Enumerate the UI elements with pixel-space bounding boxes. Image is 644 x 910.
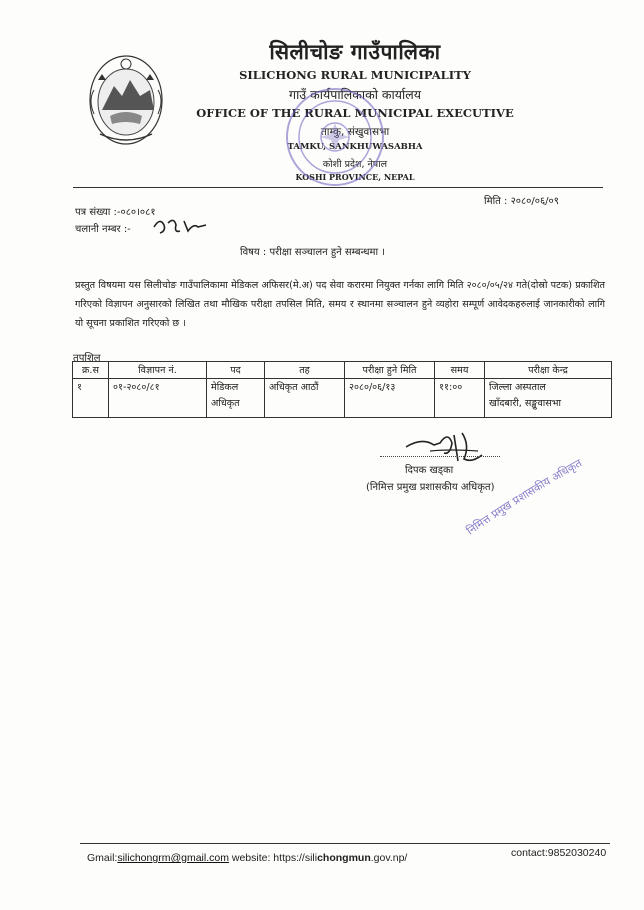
- header-divider: [73, 187, 603, 188]
- email-link[interactable]: silichongrm@gmail.com: [117, 852, 229, 864]
- office-name-english: OFFICE OF THE RURAL MUNICIPAL EXECUTIVE: [196, 106, 514, 120]
- office-location-nepali: ताम्कु, संखुवासभा: [320, 126, 390, 138]
- cell-exam-center: [485, 379, 612, 418]
- dispatch-number-label: चलानी नम्बर :-: [75, 224, 131, 235]
- province-english: KOSHI PROVINCE, NEPAL: [295, 172, 415, 182]
- cell-center-line2: खाँदबारी, सङ्खुवासभा: [489, 398, 561, 409]
- cell-adv-no: ०१-२०८०/८१: [109, 379, 207, 418]
- province-nepali: कोशी प्रदेश, नेपाल: [322, 159, 388, 170]
- letter-date: मिति : २०८०/०६/०९: [484, 196, 559, 207]
- col-header-exam-center: परीक्षा केन्द्र: [485, 362, 612, 379]
- subject-line: विषय : परीक्षा सञ्चालन हुने सम्बन्धमा ।: [240, 247, 386, 258]
- cell-post: [207, 379, 265, 418]
- footer-contact-number: contact:9852030240: [511, 847, 607, 859]
- nepal-coat-of-arms-icon: [80, 50, 172, 150]
- col-header-post: पद: [207, 362, 265, 379]
- office-name-nepali: गाउँ कार्यपालिकाको कार्यालय: [289, 87, 421, 102]
- cell-post-line2: अधिकृत: [211, 398, 240, 409]
- office-location-english: TAMKU, SANKHUWASABHA: [287, 142, 423, 152]
- municipality-name-english: SILICHONG RURAL MUNICIPALITY: [239, 68, 471, 82]
- col-header-sn: क्र.स: [73, 362, 109, 379]
- cell-level: अधिकृत आठौं: [265, 379, 345, 418]
- col-header-exam-date: परीक्षा हुने मिति: [345, 362, 435, 379]
- table-row: [73, 379, 612, 418]
- cell-center-line1: जिल्ला अस्पताल: [489, 382, 546, 393]
- website-suffix: .gov.np/: [370, 852, 408, 864]
- notice-body: प्रस्तुत विषयमा यस सिलीचोङ गाउँपालिकामा मेडिकल अफिसर(मे.अ) पद सेवा करारमा नियुक्त गर्नका लागि मिति २०८०/०५/२४ गते(दोस्रो पटक) प्रकाशित गरिएको विज्ञापन अनुसारको लिखित तथा मौखिक परीक्षा तपसिल मिति, समय र स्थानमा सञ्चालन हुने व्यहोरा सम्पूर्ण आवेदकहरुलाई जानकारीको लागि यो सूचना प्रकाशित गरिएको छ ।: [75, 280, 605, 329]
- handwritten-dispatch-number: [150, 213, 210, 237]
- col-header-adv-no: विज्ञापन नं.: [109, 362, 207, 379]
- cell-exam-date: २०८०/०६/१३: [345, 379, 435, 418]
- col-header-level: तह: [265, 362, 345, 379]
- col-header-time: समय: [435, 362, 485, 379]
- cell-time: ११:००: [435, 379, 485, 418]
- cell-post-line1: मेडिकल: [211, 382, 239, 393]
- footer-contact-web: [87, 852, 407, 864]
- signer-name: दिपक खड्का: [405, 465, 454, 476]
- cell-sn: १: [73, 379, 109, 418]
- footer-divider: [80, 843, 610, 844]
- table-header-row: [73, 362, 612, 379]
- svg-text:निमित्त प्रमुख प्रशासकीय अधिकृ: [464, 456, 585, 537]
- website-label: website: https://sili: [228, 852, 318, 864]
- exam-schedule-table: [72, 361, 612, 418]
- municipality-name-nepali: सिलीचोङ गाउँपालिका: [269, 40, 441, 64]
- signer-designation: (निमित्त प्रमुख प्रशासकीय अधिकृत): [366, 482, 495, 493]
- officer-seal-text: निमित्त प्रमुख प्रशासकीय अधिकृत: [464, 456, 585, 538]
- email-label: Gmail:: [87, 852, 118, 864]
- website-bold-part: chongmun: [317, 852, 371, 864]
- schedule-caption: तपशिल: [73, 353, 101, 364]
- office-round-stamp-icon: [280, 82, 390, 192]
- officer-seal-icon: [460, 440, 600, 540]
- letter-number: पत्र संख्या :-०८०।०८१: [75, 207, 156, 218]
